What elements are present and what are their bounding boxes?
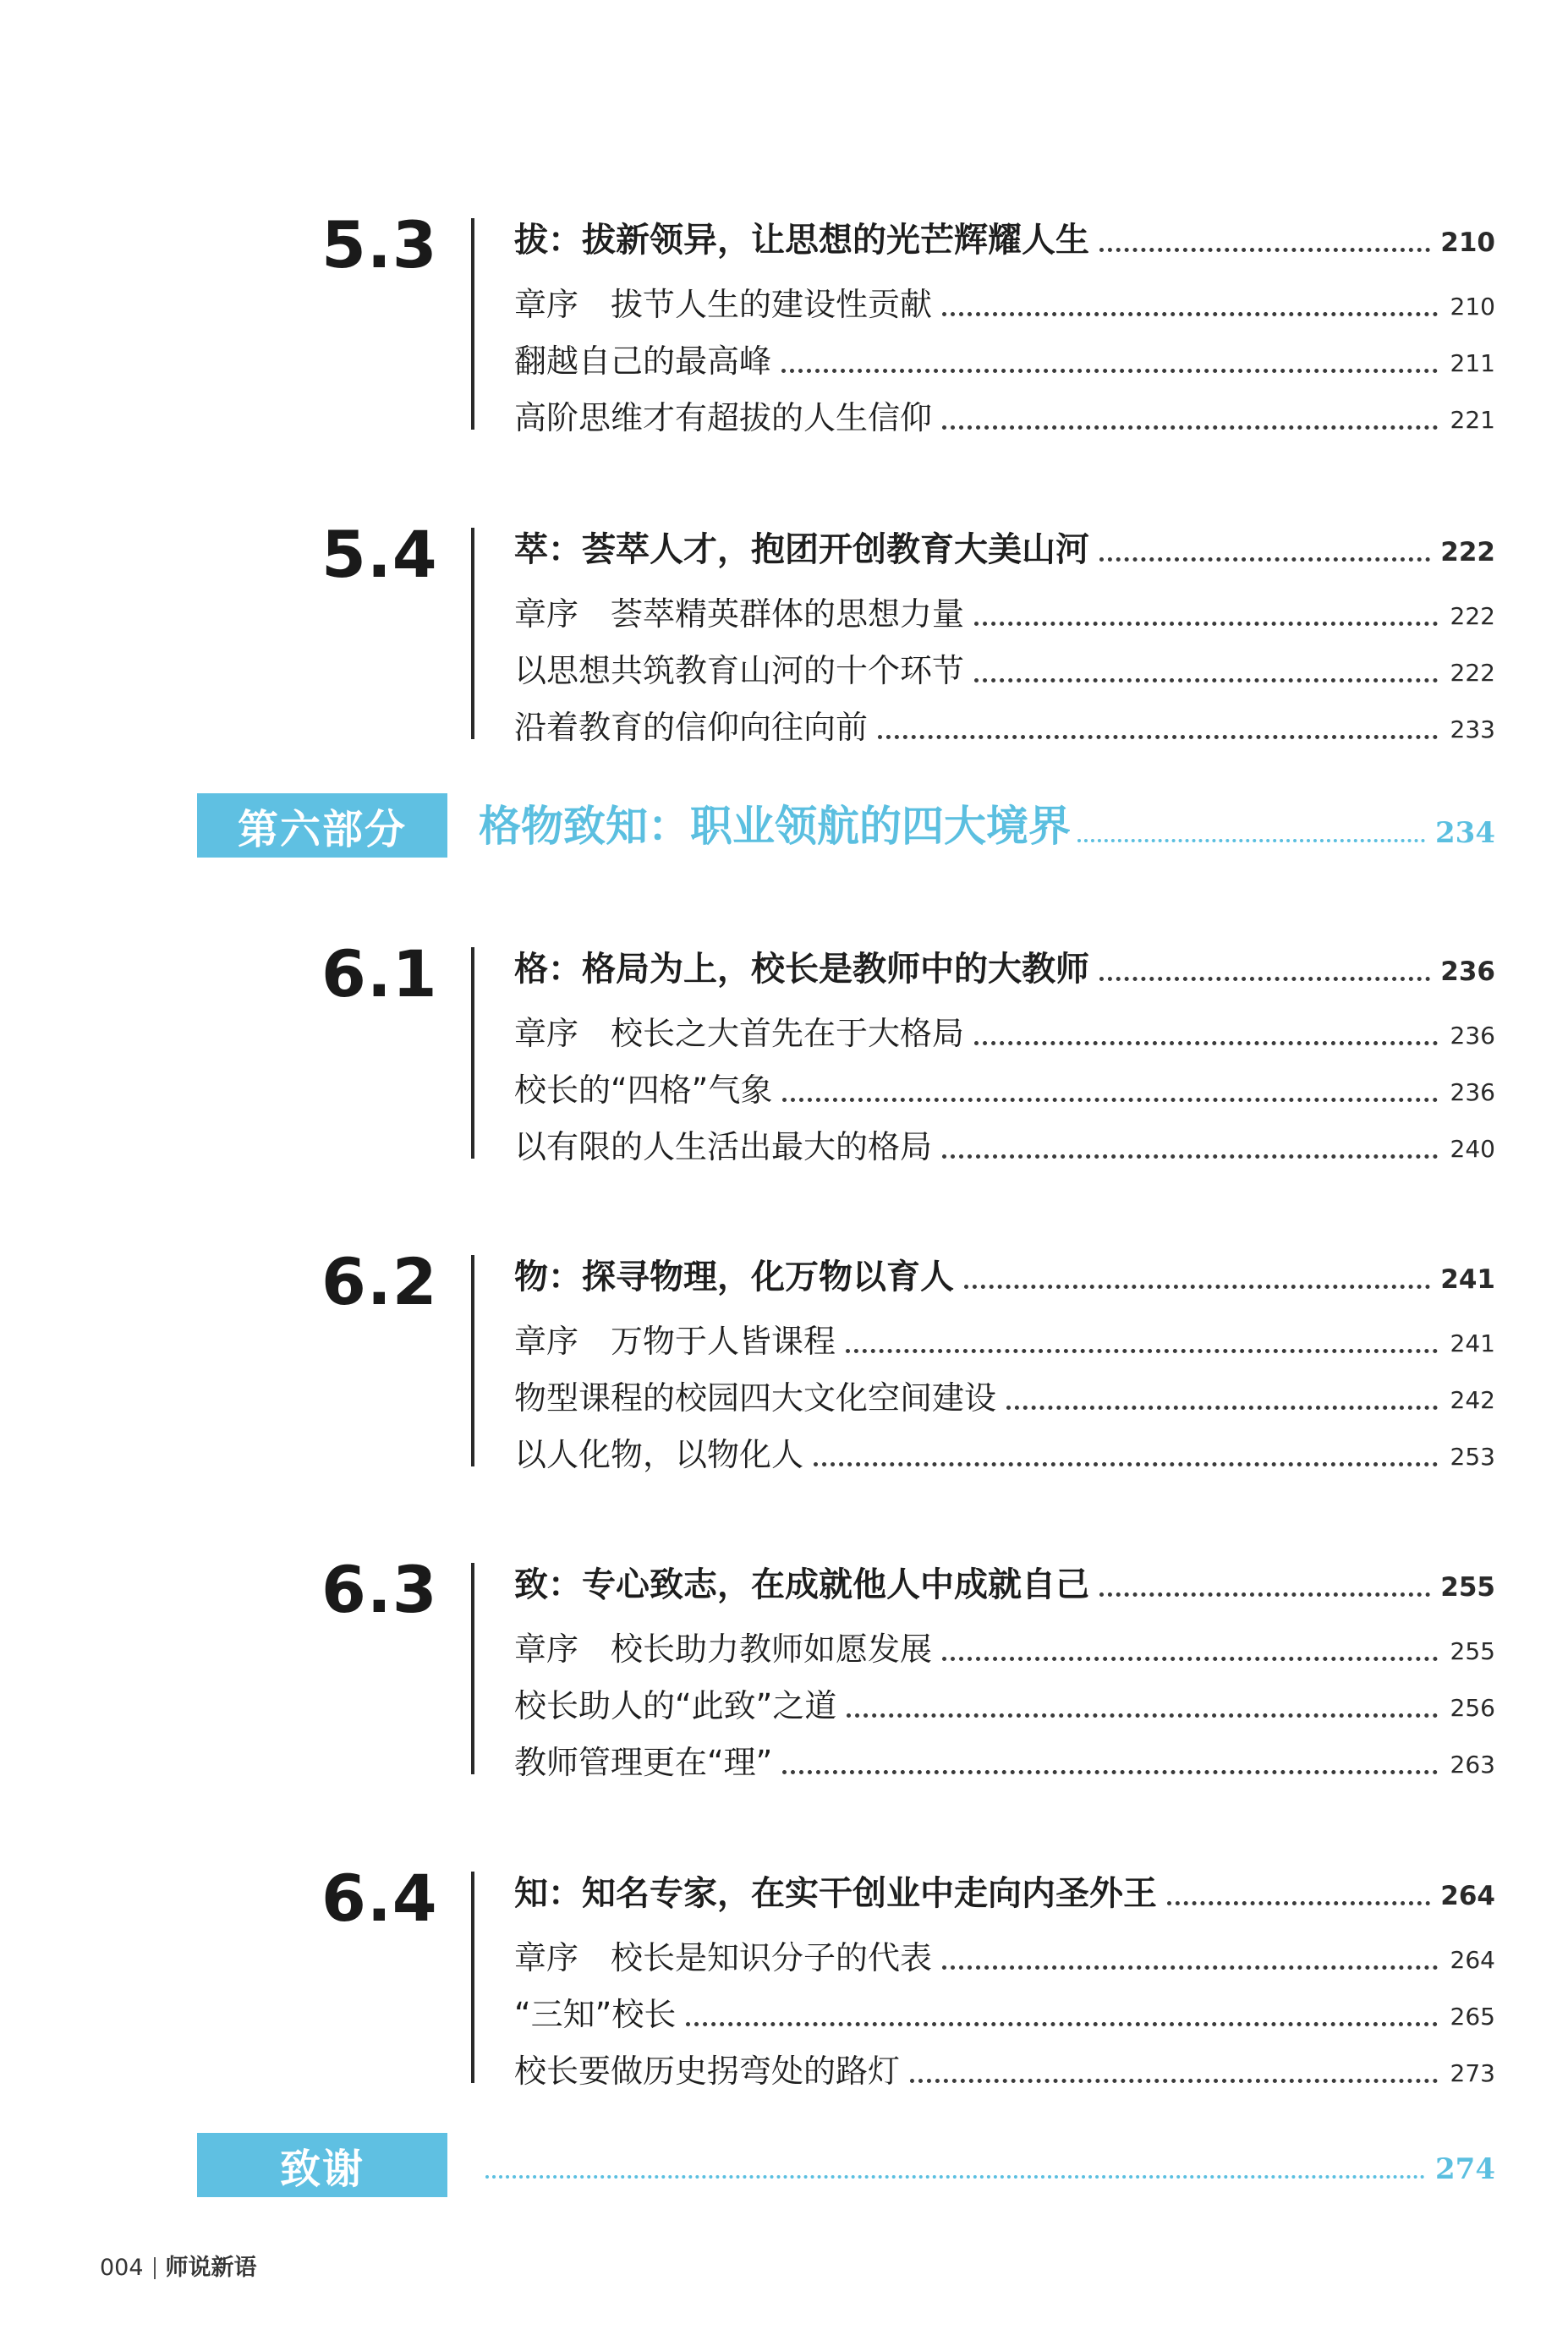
leader-dots [964, 1285, 1430, 1289]
leader-dots [1167, 1901, 1430, 1905]
entry-title: 以思想共筑教育山河的十个环节 [514, 652, 965, 689]
entry-title: 高阶思维才有超拔的人生信仰 [514, 399, 933, 436]
toc-entry-main[interactable] [514, 521, 1495, 572]
toc-entry[interactable] [514, 585, 1495, 636]
part-title-row [479, 795, 1495, 854]
toc-entry[interactable] [514, 1313, 1495, 1363]
leader-dots [1006, 1406, 1438, 1410]
entry-title: 章序 拔节人生的建设性贡献 [514, 286, 933, 323]
toc-entry[interactable] [514, 1005, 1495, 1055]
toc-entry[interactable] [514, 1426, 1495, 1477]
entry-page: 265 [1450, 2003, 1495, 2031]
leader-dots [485, 2175, 1425, 2179]
leader-dots [686, 2022, 1438, 2026]
toc-entry[interactable] [514, 1620, 1495, 1671]
section-number: 6.1 [321, 936, 438, 1011]
toc-entry[interactable] [514, 1369, 1495, 1420]
leader-dots [1099, 1592, 1430, 1597]
section-divider [471, 1255, 474, 1466]
entry-page: 263 [1450, 1751, 1495, 1779]
leader-dots [1099, 977, 1430, 981]
toc-entry[interactable] [514, 1734, 1495, 1784]
entry-page: 210 [1440, 227, 1495, 258]
entry-title: 物型课程的校园四大文化空间建设 [514, 1379, 997, 1417]
section-divider [471, 528, 474, 739]
entry-title: 拔：拔新领异，让思想的光芒辉耀人生 [514, 221, 1089, 260]
toc-entry[interactable] [514, 1118, 1495, 1169]
leader-dots [942, 1154, 1438, 1159]
part-banner [197, 793, 447, 858]
entry-page: 222 [1450, 659, 1495, 687]
page-footer [100, 2253, 257, 2283]
leader-dots [1099, 557, 1430, 562]
entry-page: 256 [1450, 1694, 1495, 1722]
section-number: 5.4 [321, 517, 438, 592]
toc-entry-main[interactable] [514, 1865, 1495, 1916]
thanks-title-row [479, 2131, 1495, 2190]
toc-entry-main[interactable] [514, 1248, 1495, 1299]
toc-entry[interactable] [514, 1061, 1495, 1112]
entry-page: 221 [1450, 406, 1495, 434]
entry-title: “三知”校长 [514, 1996, 677, 2033]
entry-page: 236 [1440, 956, 1495, 987]
entry-title: 章序 校长是知识分子的代表 [514, 1939, 933, 1976]
thanks-label: 致谢 [279, 2145, 365, 2193]
entry-title: 萃：荟萃人才，抱团开创教育大美山河 [514, 530, 1089, 569]
entry-page: 222 [1450, 602, 1495, 630]
toc-entry[interactable] [514, 1986, 1495, 2036]
section-number: 5.3 [321, 207, 438, 282]
entry-title: 章序 荟萃精英群体的思想力量 [514, 595, 965, 633]
entry-page: 264 [1450, 1946, 1495, 1974]
part-label: 第六部分 [237, 805, 407, 853]
entry-page: 222 [1440, 537, 1495, 567]
folio-number: 004 [100, 2255, 144, 2281]
section-divider [471, 1563, 474, 1774]
entry-title: 致：专心致志，在成就他人中成就自己 [514, 1565, 1089, 1604]
toc-entry[interactable] [514, 642, 1495, 693]
entry-title: 翻越自己的最高峰 [514, 343, 772, 380]
entry-page: 241 [1450, 1329, 1495, 1357]
part-page: 234 [1435, 816, 1495, 850]
section-divider [471, 218, 474, 430]
toc-entry[interactable] [514, 2042, 1495, 2093]
entry-title: 章序 校长之大首先在于大格局 [514, 1015, 965, 1052]
toc-entry[interactable] [514, 699, 1495, 749]
entry-page: 253 [1450, 1443, 1495, 1471]
toc-entry[interactable] [514, 276, 1495, 326]
entry-page: 210 [1450, 293, 1495, 321]
leader-dots [1099, 248, 1430, 252]
leader-dots [781, 369, 1438, 373]
entry-page: 211 [1450, 349, 1495, 377]
leader-dots [942, 425, 1438, 430]
entry-page: 233 [1450, 715, 1495, 743]
toc-entry[interactable] [514, 389, 1495, 440]
entry-title: 章序 万物于人皆课程 [514, 1323, 836, 1360]
leader-dots [910, 2079, 1438, 2083]
leader-dots [1077, 839, 1425, 842]
entry-page: 236 [1450, 1078, 1495, 1106]
leader-dots [878, 735, 1438, 739]
leader-dots [847, 1713, 1438, 1718]
entry-page: 236 [1450, 1022, 1495, 1050]
entry-page: 273 [1450, 2059, 1495, 2087]
entry-page: 240 [1450, 1135, 1495, 1163]
leader-dots [942, 312, 1438, 316]
leader-dots [942, 1657, 1438, 1661]
toc-entry-main[interactable] [514, 211, 1495, 262]
entry-page: 255 [1440, 1572, 1495, 1603]
entry-title: 知：知名专家，在实干创业中走向内圣外王 [514, 1874, 1157, 1913]
book-title: 师说新语 [165, 2255, 257, 2281]
entry-page: 264 [1440, 1881, 1495, 1911]
entry-title: 校长要做历史拐弯处的路灯 [514, 2053, 901, 2090]
entry-title: 物：探寻物理，化万物以育人 [514, 1258, 954, 1296]
section-divider [471, 1872, 474, 2083]
toc-entry-main[interactable] [514, 940, 1495, 991]
footer-separator [154, 2257, 156, 2279]
section-number: 6.3 [321, 1552, 438, 1627]
leader-dots [942, 1965, 1438, 1970]
entry-title: 沿着教育的信仰向往向前 [514, 709, 869, 746]
part-title: 格物致知：职业领航的四大境界 [479, 801, 1071, 851]
leader-dots [782, 1098, 1438, 1102]
toc-entry-main[interactable] [514, 1556, 1495, 1607]
leader-dots [814, 1462, 1438, 1466]
leader-dots [974, 678, 1438, 682]
entry-title: 以人化物，以物化人 [514, 1436, 804, 1473]
toc-entry[interactable] [514, 332, 1495, 383]
leader-dots [974, 1041, 1438, 1045]
entry-title: 校长助人的“此致”之道 [514, 1687, 837, 1724]
entry-title: 以有限的人生活出最大的格局 [514, 1128, 933, 1165]
section-number: 6.2 [321, 1244, 438, 1319]
entry-page: 255 [1450, 1637, 1495, 1665]
entry-page: 241 [1440, 1264, 1495, 1295]
section-number: 6.4 [321, 1861, 438, 1936]
leader-dots [782, 1770, 1438, 1774]
toc-entry[interactable] [514, 1677, 1495, 1728]
entry-title: 校长的“四格”气象 [514, 1072, 773, 1109]
entry-title: 格：格局为上，校长是教师中的大教师 [514, 950, 1089, 989]
toc-entry[interactable] [514, 1929, 1495, 1980]
leader-dots [846, 1349, 1438, 1353]
thanks-page: 274 [1435, 2152, 1495, 2186]
entry-title: 教师管理更在“理” [514, 1744, 773, 1781]
section-divider [471, 947, 474, 1159]
thanks-banner [197, 2133, 447, 2197]
entry-title: 章序 校长助力教师如愿发展 [514, 1631, 933, 1668]
leader-dots [974, 622, 1438, 626]
entry-page: 242 [1450, 1386, 1495, 1414]
